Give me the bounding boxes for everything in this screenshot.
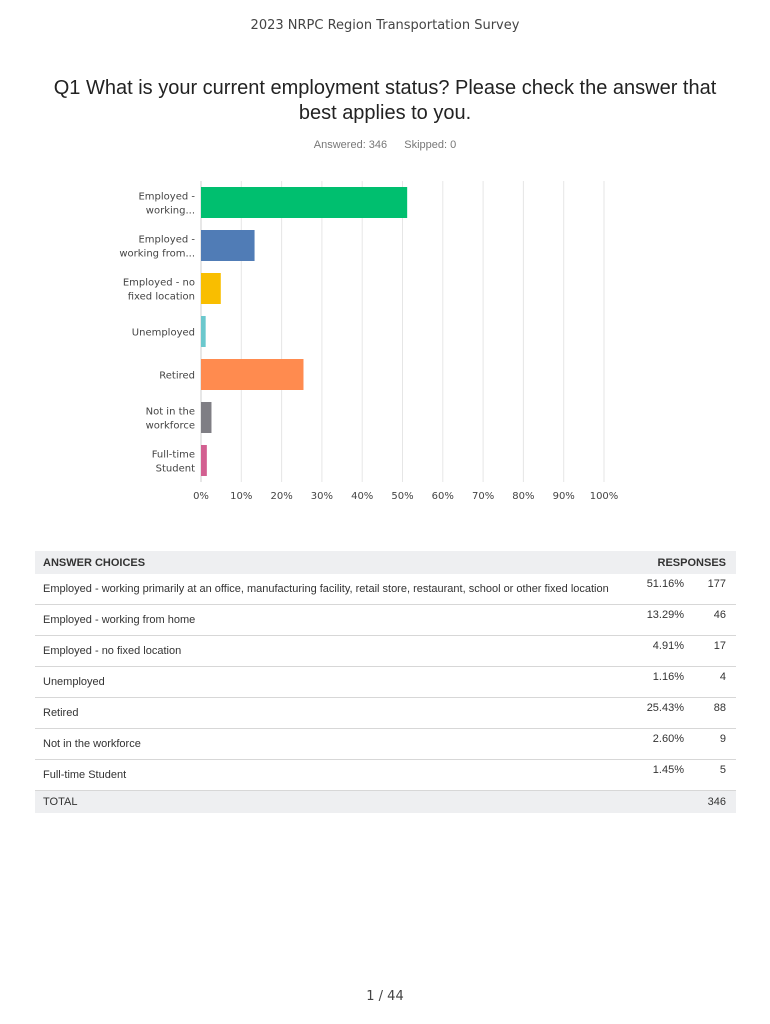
response-count: 46	[688, 605, 736, 636]
bar	[201, 316, 206, 347]
answer-choices-header: ANSWER CHOICES	[35, 551, 626, 574]
category-label: Employed -working from...	[119, 234, 195, 260]
response-count: 177	[688, 574, 736, 605]
table-row	[35, 729, 736, 760]
bar	[201, 230, 255, 261]
employment-bar-chart	[100, 175, 630, 515]
category-label: Retired	[159, 370, 195, 382]
bar	[201, 359, 303, 390]
answer-choice: Employed - working from home	[35, 605, 626, 636]
response-percent: 13.29%	[626, 605, 688, 636]
answer-choice: Retired	[35, 698, 626, 729]
table-row	[35, 698, 736, 729]
responses-table	[35, 551, 736, 813]
category-label: Employed - no fixed location	[122, 277, 195, 303]
response-percent: 2.60%	[626, 729, 688, 760]
answer-choice: Not in the workforce	[35, 729, 626, 760]
answer-choice: Employed - working primarily at an office, manufacturing facility, retail store, restaurant, school or other fixed location	[35, 574, 626, 605]
table-header-row	[35, 551, 736, 574]
category-label: Not in the workforce	[145, 406, 195, 432]
responses-header: RESPONSES	[626, 551, 736, 574]
x-tick-label: 20%	[270, 491, 293, 502]
answer-choice: Employed - no fixed location	[35, 636, 626, 667]
question-title: Q1 What is your current employment status? Please check the answer that best applies to you.	[53, 77, 717, 124]
response-count: 5	[688, 760, 736, 791]
response-count: 9	[688, 729, 736, 760]
table-row	[35, 636, 736, 667]
x-tick-label: 50%	[391, 491, 414, 502]
response-count: 17	[688, 636, 736, 667]
bar	[201, 402, 211, 433]
x-tick-label: 100%	[589, 491, 619, 502]
x-tick-label: 70%	[471, 491, 495, 502]
category-label: Employed -working...	[138, 191, 195, 217]
x-tick-label: 60%	[431, 491, 454, 502]
table-row	[35, 574, 736, 605]
answer-choice: Full-time Student	[35, 760, 626, 791]
response-percent: 1.45%	[626, 760, 688, 791]
total-label: TOTAL	[35, 791, 626, 814]
response-percent: 1.16%	[626, 667, 688, 698]
x-tick-label: 90%	[552, 491, 575, 502]
bar	[201, 445, 207, 476]
response-count: 4	[688, 667, 736, 698]
answer-choice: Unemployed	[35, 667, 626, 698]
x-tick-label: 0%	[193, 491, 209, 502]
x-tick-label: 80%	[512, 491, 535, 502]
survey-title: 2023 NRPC Region Transportation Survey	[250, 18, 520, 33]
total-row	[35, 791, 736, 814]
category-label: Unemployed	[131, 327, 195, 339]
response-percent: 25.43%	[626, 698, 688, 729]
bar	[201, 187, 407, 218]
answered-count: Answered: 346	[313, 139, 388, 151]
response-count: 88	[688, 698, 736, 729]
table-row	[35, 760, 736, 791]
category-label: Full-time Student	[151, 449, 195, 475]
x-tick-label: 30%	[310, 491, 334, 502]
total-count: 346	[688, 791, 736, 814]
bar	[201, 273, 221, 304]
response-percent: 51.16%	[626, 574, 688, 605]
response-stats	[0, 139, 770, 151]
x-tick-label: 10%	[230, 491, 253, 502]
x-tick-label: 40%	[351, 491, 374, 502]
page-number: 1 / 44	[366, 989, 404, 1004]
response-percent: 4.91%	[626, 636, 688, 667]
skipped-count: Skipped: 0	[404, 139, 457, 151]
table-row	[35, 605, 736, 636]
table-row	[35, 667, 736, 698]
